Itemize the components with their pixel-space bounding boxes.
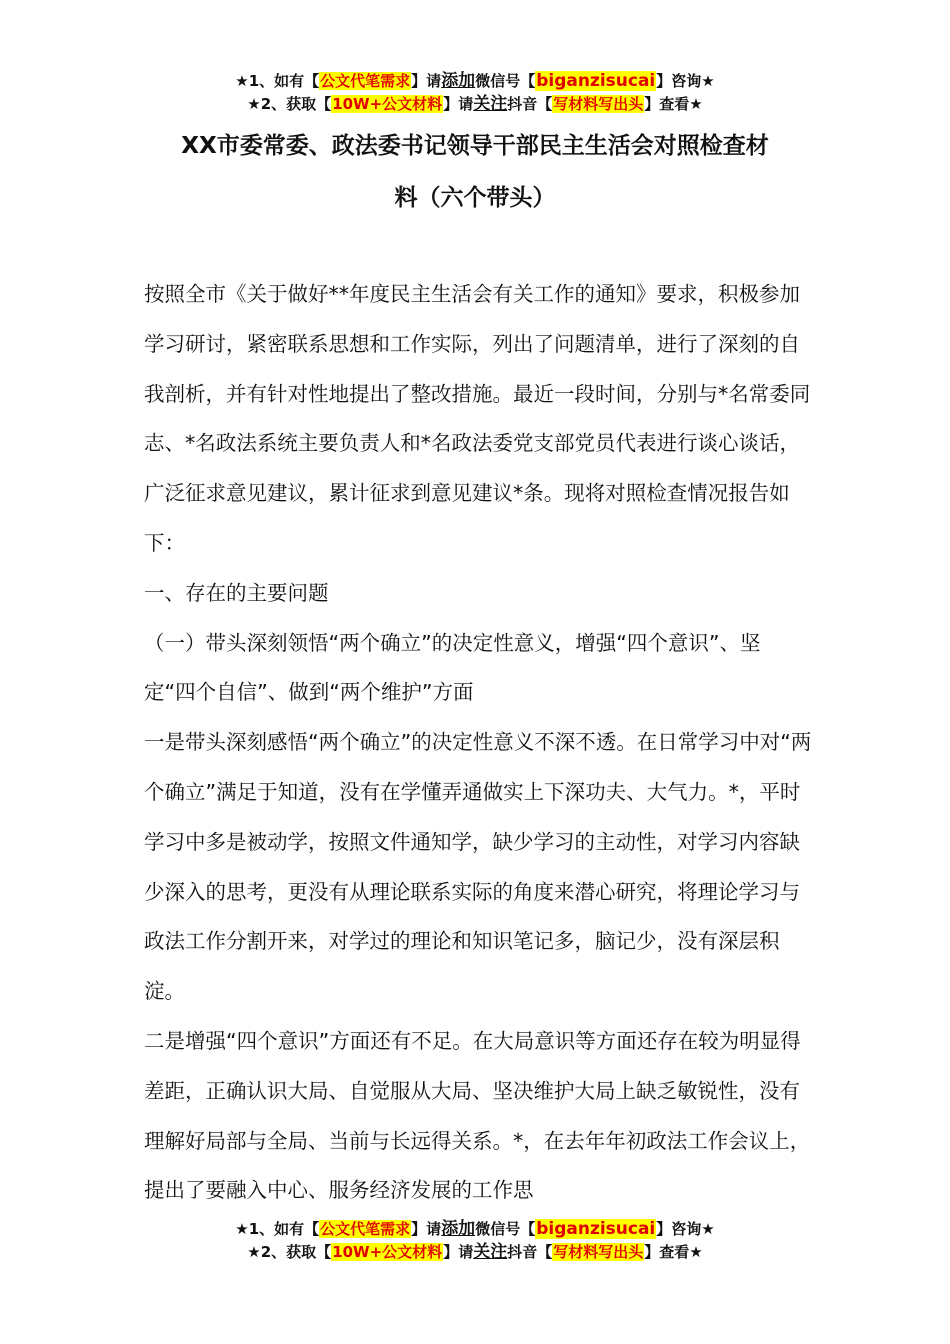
- promo-text: 】请: [443, 95, 474, 113]
- promo-text: 抖音【: [507, 95, 553, 113]
- promo-wechat-id: biganzisucai: [536, 71, 656, 91]
- promo-text: 】咨询★: [656, 72, 715, 90]
- promo-text: 】请: [443, 1243, 474, 1261]
- subsection-heading: （一）带头深刻领悟“两个确立”的决定性意义，增强“四个意识”、坚定“四个自信”、做到“两个维护”方面: [144, 630, 761, 705]
- promo-text: 】请: [411, 72, 442, 90]
- title-line-1: XX市委常委、政法委书记领导干部民主生活会对照检查材: [181, 133, 769, 159]
- promo-text: 】查看★: [644, 95, 703, 113]
- promo-text: 抖音【: [507, 1243, 553, 1261]
- promo-text: ★1、如有【: [235, 1220, 320, 1238]
- promo-text: 】咨询★: [656, 1220, 715, 1238]
- body-paragraph: 一是带头深刻感悟“两个确立”的决定性意义不深不透。在日常学习中对“两个确立”满足于知道，没有在学懂弄通做实上下深功夫、大气力。*，平时学习中多是被动学，按照文件通知学，缺少学习的主动性，对学习内容缺少深入的思考，更没有从理论联系实际的角度来潜心研究，将理论学习与政法工作分割开来，对学过的理论和知识笔记多，脑记少，没有深层积淀。: [144, 730, 812, 1004]
- promo-text: 微信号【: [475, 72, 536, 90]
- promo-text: ★2、获取【: [247, 95, 332, 113]
- footer-promo-banner: [0, 1218, 950, 1264]
- document-title: [0, 120, 950, 224]
- promo-text: 】查看★: [644, 1243, 703, 1261]
- promo-highlight: 公文代笔需求: [320, 72, 411, 90]
- header-promo-banner: [0, 70, 950, 116]
- promo-douyin-id: 写材料写出头: [553, 95, 644, 113]
- promo-line-1: [0, 70, 950, 93]
- promo-emphasis: 添加: [441, 1219, 476, 1239]
- document-body: [144, 270, 812, 1216]
- promo-text: 】请: [411, 1220, 442, 1238]
- promo-wechat-id: biganzisucai: [536, 1219, 656, 1239]
- promo-emphasis: 添加: [441, 71, 476, 91]
- promo-line-2: [0, 93, 950, 116]
- promo-line-1: [0, 1218, 950, 1241]
- intro-paragraph: 按照全市《关于做好**年度民主生活会有关工作的通知》要求，积极参加学习研讨，紧密联系思想和工作实际，列出了问题清单，进行了深刻的自我剖析，并有针对性地提出了整改措施。最近一段时间，分别与*名常委同志、*名政法系统主要负责人和*名政法委党支部党员代表进行谈心谈话，广泛征求意见建议，累计征求到意见建议*条。现将对照检查情况报告如下：: [144, 282, 811, 555]
- promo-highlight: 10W+公文材料: [332, 1243, 443, 1261]
- promo-douyin-id: 写材料写出头: [553, 1243, 644, 1261]
- body-paragraph: 二是增强“四个意识”方面还有不足。在大局意识等方面还存在较为明显得差距，正确认识大局、自觉服从大局、坚决维护大局上缺乏敏锐性，没有理解好局部与全局、当前与长远得关系。*，在去年年初政法工作会议上，提出了要融入中心、服务经济发展的工作思: [144, 1028, 811, 1203]
- promo-emphasis: 关注: [473, 1242, 508, 1262]
- promo-text: ★1、如有【: [235, 72, 320, 90]
- promo-highlight: 10W+公文材料: [332, 95, 443, 113]
- section-heading: 一、存在的主要问题: [144, 580, 329, 605]
- promo-emphasis: 关注: [473, 94, 508, 114]
- promo-highlight: 公文代笔需求: [320, 1220, 411, 1238]
- title-line-2: 料（六个带头）: [394, 185, 556, 211]
- promo-line-2: [0, 1241, 950, 1264]
- promo-text: 微信号【: [475, 1220, 536, 1238]
- promo-text: ★2、获取【: [247, 1243, 332, 1261]
